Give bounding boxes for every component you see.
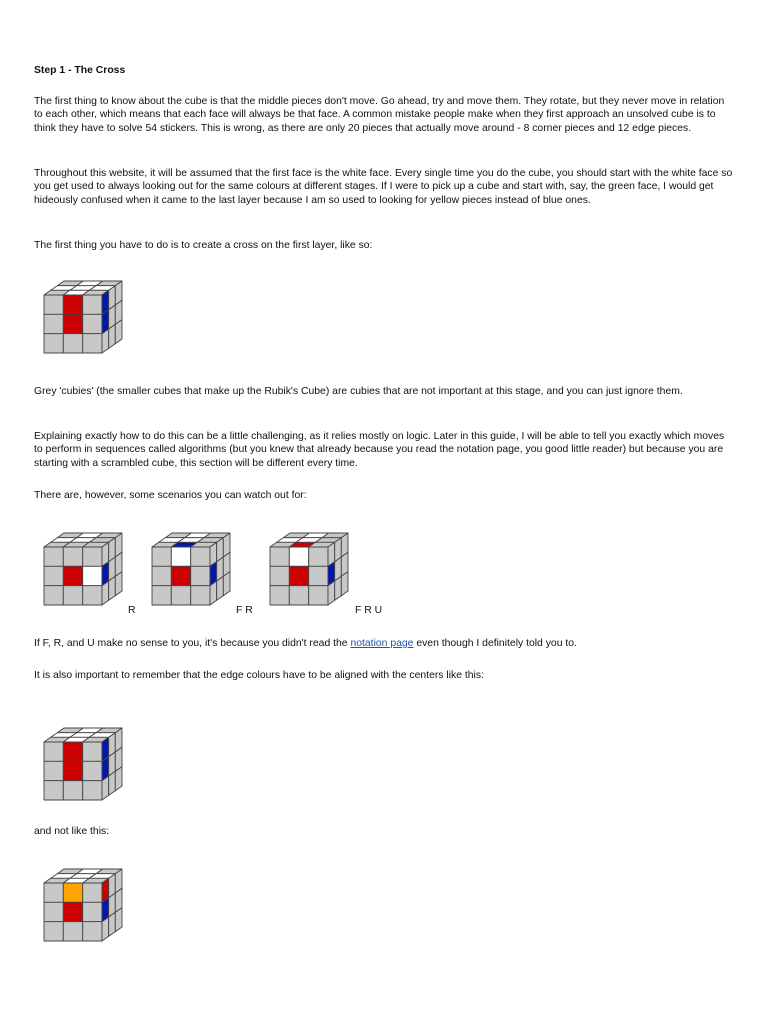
- front-sticker-6: [152, 586, 171, 605]
- front-sticker-8: [83, 334, 102, 353]
- front-sticker-0: [44, 883, 63, 902]
- right-sticker-6: [102, 329, 109, 353]
- right-sticker-6: [102, 776, 109, 800]
- front-sticker-5: [309, 566, 328, 585]
- right-sticker-8: [115, 320, 122, 344]
- scenario-label-fr: F R: [236, 605, 253, 616]
- front-sticker-1: [63, 883, 82, 902]
- front-sticker-3: [270, 566, 289, 585]
- right-sticker-8: [341, 572, 348, 596]
- right-sticker-6: [102, 581, 109, 605]
- paragraph-notation-reminder: [34, 637, 734, 650]
- right-sticker-7: [109, 771, 116, 795]
- front-sticker-0: [44, 295, 63, 314]
- front-sticker-2: [83, 295, 102, 314]
- right-sticker-8: [115, 767, 122, 791]
- right-sticker-7: [335, 576, 342, 600]
- cube-aligned-example: [38, 722, 128, 807]
- front-sticker-6: [44, 781, 63, 800]
- front-sticker-8: [191, 586, 210, 605]
- cube-scenario-r: [38, 527, 128, 612]
- notation-text-before: If F, R, and U make no sense to you, it's because you didn't read the: [34, 638, 351, 649]
- front-sticker-1: [171, 547, 190, 566]
- front-sticker-4: [63, 902, 82, 921]
- front-sticker-6: [44, 922, 63, 941]
- front-sticker-6: [44, 334, 63, 353]
- front-sticker-8: [83, 781, 102, 800]
- cube-cross-illustration: [38, 275, 128, 360]
- front-sticker-3: [44, 902, 63, 921]
- front-sticker-2: [309, 547, 328, 566]
- front-sticker-1: [63, 547, 82, 566]
- front-sticker-0: [270, 547, 289, 566]
- front-sticker-7: [63, 781, 82, 800]
- front-sticker-1: [289, 547, 308, 566]
- front-sticker-4: [63, 314, 82, 333]
- front-sticker-5: [191, 566, 210, 585]
- right-sticker-8: [115, 572, 122, 596]
- front-sticker-7: [289, 586, 308, 605]
- cube-misaligned-example: [38, 863, 128, 948]
- paragraph-grey-cubies: Grey 'cubies' (the smaller cubes that make up the Rubik's Cube) are cubies that are not important at this stage, and you can just ignore them.: [34, 386, 683, 397]
- cube-scenario-fr: [146, 527, 236, 612]
- front-sticker-8: [83, 922, 102, 941]
- right-sticker-8: [115, 908, 122, 932]
- front-sticker-4: [289, 566, 308, 585]
- front-sticker-4: [63, 566, 82, 585]
- front-sticker-1: [63, 742, 82, 761]
- front-sticker-0: [44, 742, 63, 761]
- paragraph-explaining: Explaining exactly how to do this can be a little challenging, as it relies mostly on logic. Later in this guide, I will be able to tell you exactly which moves to perform in sequences called algorithms (but you knew that already because you read the notation page, you good little reader) but because you are starting with a scrambled cube, this section will be different every time.: [34, 431, 725, 469]
- front-sticker-6: [270, 586, 289, 605]
- right-sticker-6: [210, 581, 217, 605]
- front-sticker-2: [83, 742, 102, 761]
- front-sticker-5: [83, 314, 102, 333]
- front-sticker-4: [63, 761, 82, 780]
- right-sticker-7: [109, 576, 116, 600]
- front-sticker-8: [83, 586, 102, 605]
- front-sticker-3: [44, 761, 63, 780]
- notation-text-after: even though I definitely told you to.: [413, 638, 577, 649]
- page-title: Step 1 - The Cross: [34, 65, 126, 76]
- front-sticker-6: [44, 586, 63, 605]
- cube-scenario-fru: [264, 527, 354, 612]
- paragraph-scenarios: There are, however, some scenarios you can watch out for:: [34, 490, 307, 501]
- right-sticker-7: [109, 912, 116, 936]
- front-sticker-0: [152, 547, 171, 566]
- paragraph-middle-pieces: The first thing to know about the cube is that the middle pieces don't move. Go ahead, try and move them. They rotate, but they never move in relation to each other, which means that each face will always be that face. A common mistake people make when they first approach an unsolved cube is to think they have to solve 54 stickers. This is wrong, as there are only 20 pieces that actually move around - 8 corner pieces and 12 edge pieces.: [34, 96, 725, 134]
- front-sticker-2: [83, 547, 102, 566]
- front-sticker-2: [191, 547, 210, 566]
- right-sticker-8: [223, 572, 230, 596]
- front-sticker-3: [44, 314, 63, 333]
- front-sticker-5: [83, 566, 102, 585]
- front-sticker-7: [63, 586, 82, 605]
- front-sticker-3: [152, 566, 171, 585]
- scenario-label-r: R: [128, 605, 136, 616]
- front-sticker-7: [63, 922, 82, 941]
- right-sticker-6: [328, 581, 335, 605]
- front-sticker-3: [44, 566, 63, 585]
- paragraph-create-cross: The first thing you have to do is to create a cross on the first layer, like so:: [34, 240, 373, 251]
- front-sticker-7: [171, 586, 190, 605]
- front-sticker-2: [83, 883, 102, 902]
- paragraph-edge-alignment: It is also important to remember that the edge colours have to be aligned with the centers like this:: [34, 670, 484, 681]
- front-sticker-5: [83, 761, 102, 780]
- paragraph-not-like-this: and not like this:: [34, 826, 110, 837]
- right-sticker-7: [217, 576, 224, 600]
- paragraph-white-face: Throughout this website, it will be assumed that the first face is the white face. Every single time you do the cube, you should start with the white face so you get used to always looking out for the same colours at different stages. If I were to pick up a cube and start with, say, the green face, I would get hideously confused when it came to the last layer because I am so used to looking for yellow pieces instead of blue ones.: [34, 168, 733, 206]
- notation-page-link[interactable]: notation page: [350, 638, 414, 649]
- front-sticker-5: [83, 902, 102, 921]
- front-sticker-1: [63, 295, 82, 314]
- front-sticker-7: [63, 334, 82, 353]
- scenario-label-fru: F R U: [355, 605, 383, 616]
- front-sticker-0: [44, 547, 63, 566]
- front-sticker-4: [171, 566, 190, 585]
- right-sticker-6: [102, 917, 109, 941]
- front-sticker-8: [309, 586, 328, 605]
- right-sticker-7: [109, 324, 116, 348]
